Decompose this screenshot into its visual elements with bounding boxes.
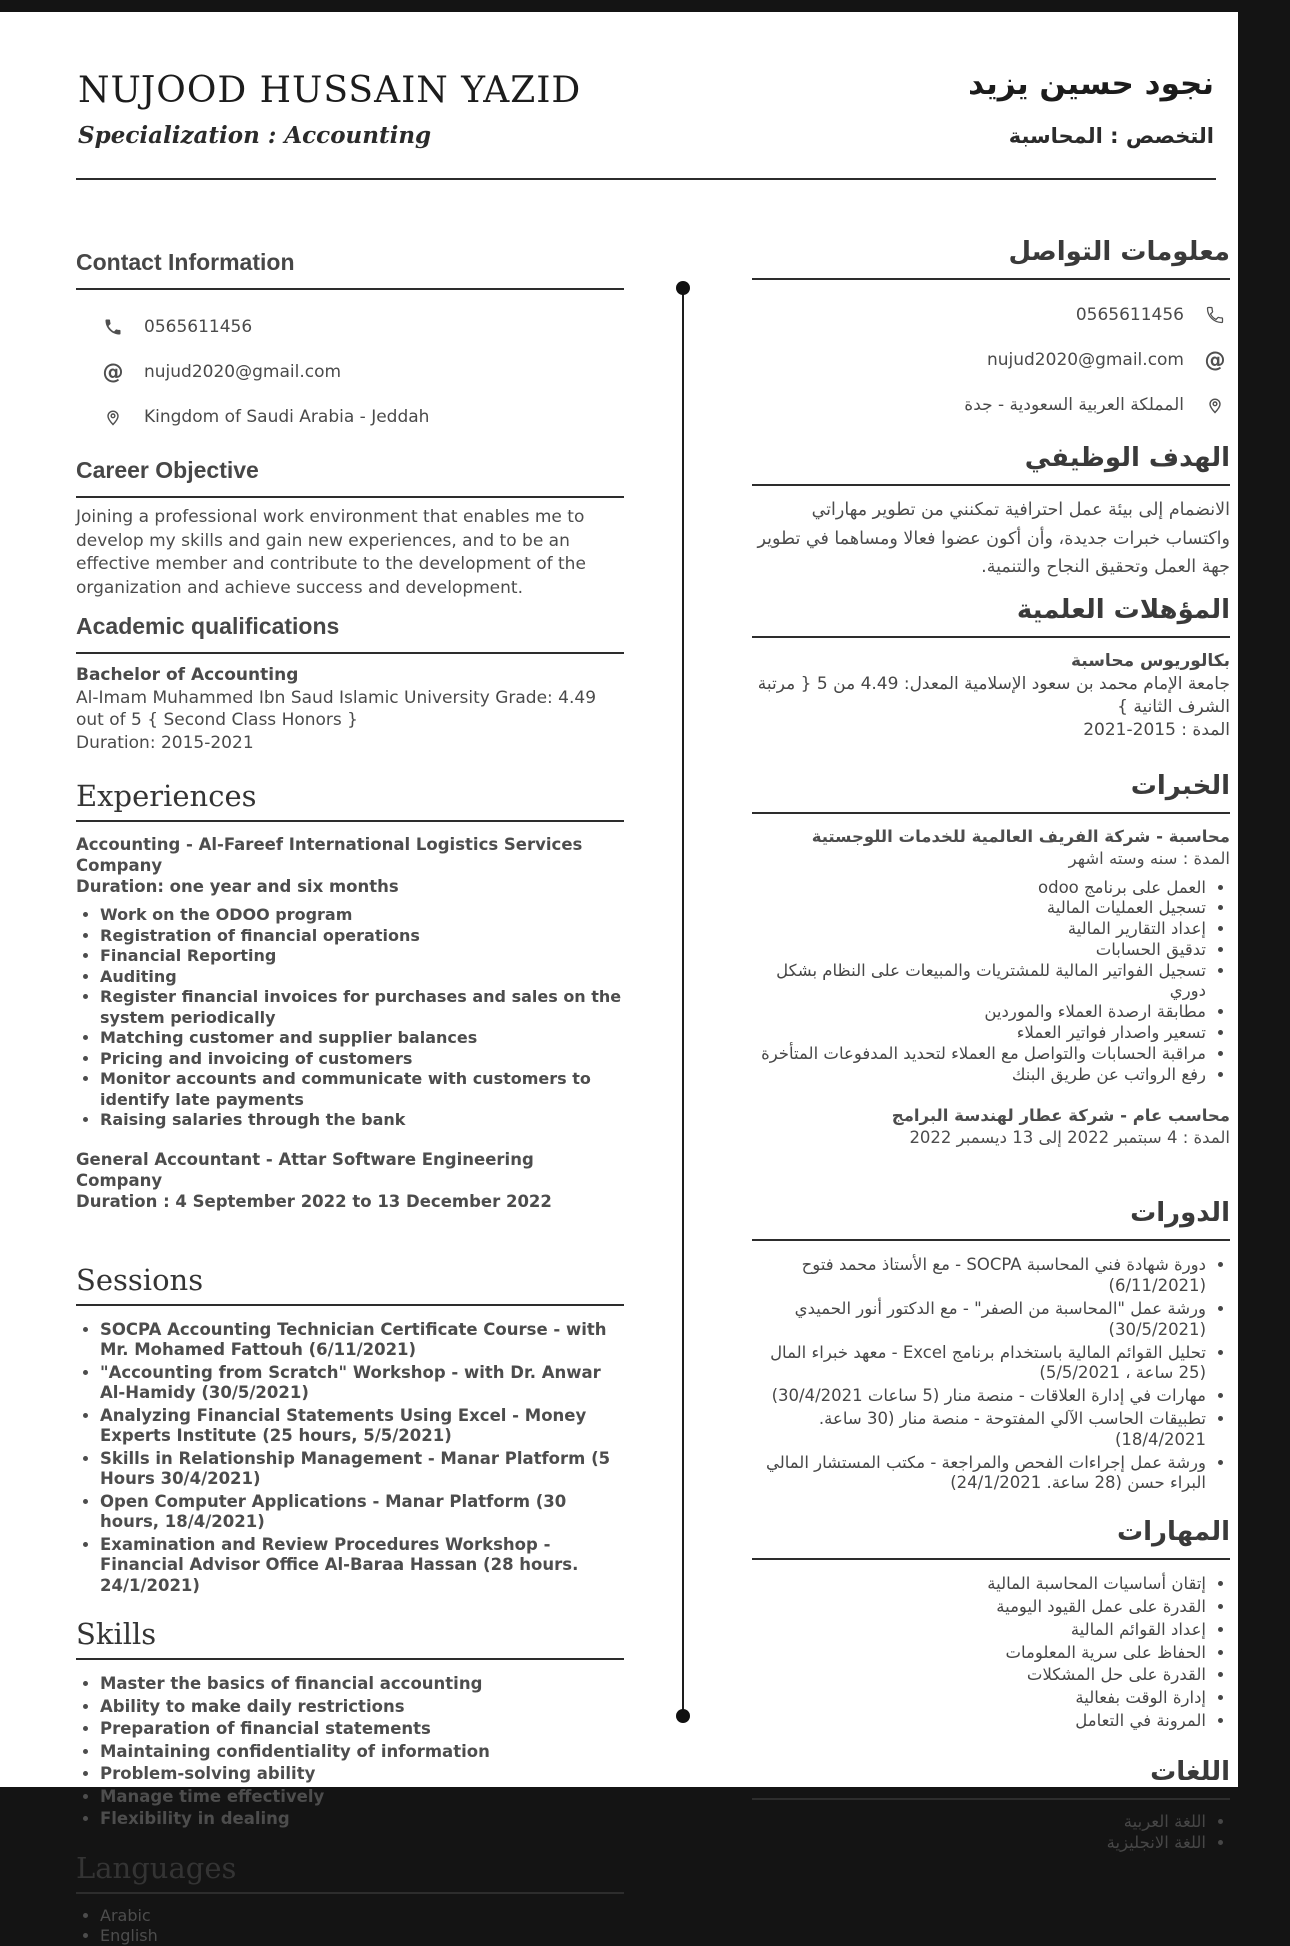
list-item: • Maintaining confidentiality of information bbox=[100, 1742, 624, 1763]
section-skills-ar bbox=[752, 1516, 1230, 1732]
section-experiences-en bbox=[76, 780, 624, 1212]
list-item: • رفع الرواتب عن طريق البنك bbox=[752, 1065, 1206, 1086]
list-item: • Register financial invoices for purchases and sales on the system periodically bbox=[100, 987, 624, 1028]
list-item: • إعداد القوائم المالية bbox=[752, 1620, 1206, 1641]
list-item: • الحفاظ على سرية المعلومات bbox=[752, 1643, 1206, 1664]
list-item: • تسجيل الفواتير المالية للمشتريات والمبيعات على النظام بشكل دوري bbox=[752, 961, 1206, 1003]
location-value: المملكة العربية السعودية - جدة bbox=[964, 395, 1184, 415]
languages-list bbox=[752, 1812, 1230, 1854]
section-courses-ar bbox=[752, 1197, 1230, 1494]
phone-icon bbox=[1204, 304, 1226, 326]
list-item: • القدرة على عمل القيود اليومية bbox=[752, 1597, 1206, 1618]
list-item: • إعداد التقارير المالية bbox=[752, 919, 1206, 940]
objective-text: الانضمام إلى بيئة عمل احترافية تمكنني من تطوير مهاراتي واكتساب خبرات جديدة، وأن أكون عضوا فعالا ومساهما في تطوير جهة العمل وتحقيق النجاح والتنمية. bbox=[757, 500, 1230, 577]
list-item: • Examination and Review Procedures Workshop - Financial Advisor Office Al-Baraa Hassan (28 hours. 24/1/2021) bbox=[100, 1535, 624, 1597]
sessions-title: Sessions bbox=[76, 1264, 624, 1306]
specialization-arabic: التخصص : المحاسبة bbox=[1008, 124, 1214, 148]
section-languages-ar bbox=[752, 1756, 1230, 1854]
list-item: • Analyzing Financial Statements Using Excel - Money Experts Institute (25 hours, 5/5/2021) bbox=[100, 1406, 624, 1447]
list-item: • Preparation of financial statements bbox=[100, 1719, 624, 1740]
skills-title: Skills bbox=[76, 1618, 624, 1660]
languages-list bbox=[76, 1906, 624, 1946]
skills-list bbox=[752, 1574, 1230, 1732]
languages-title: Languages bbox=[76, 1852, 624, 1894]
at-icon: @ bbox=[102, 360, 124, 384]
phone-row bbox=[102, 314, 624, 340]
academic-title: المؤهلات العلمية bbox=[752, 594, 1230, 638]
list-item: • Financial Reporting bbox=[100, 946, 624, 967]
list-item: • Flexibility in dealing bbox=[100, 1809, 624, 1830]
job-role: General Accountant - Attar Software Engineering Company bbox=[76, 1149, 534, 1190]
email-row bbox=[752, 347, 1226, 373]
contact-title: Contact Information bbox=[76, 248, 624, 290]
list-item: • القدرة على حل المشكلات bbox=[752, 1665, 1206, 1686]
list-item: • Matching customer and supplier balances bbox=[100, 1028, 624, 1049]
objective-title: Career Objective bbox=[76, 456, 624, 498]
list-item: • اللغة العربية bbox=[752, 1812, 1206, 1833]
job-task-list bbox=[752, 878, 1230, 1086]
experiences-title: الخبرات bbox=[752, 770, 1230, 814]
section-objective-ar bbox=[752, 442, 1230, 582]
university: جامعة الإمام محمد بن سعود الإسلامية المعدل: 4.49 من 5 { مرتبة الشرف الثانية } bbox=[757, 673, 1230, 717]
objective-title: الهدف الوظيفي bbox=[752, 442, 1230, 486]
email-value: nujud2020@gmail.com bbox=[986, 350, 1184, 370]
degree: بكالوريوس محاسبة bbox=[1070, 650, 1230, 671]
languages-title: اللغات bbox=[752, 1756, 1230, 1800]
experiences-title: Experiences bbox=[76, 780, 624, 822]
english-column bbox=[76, 248, 624, 1946]
contact-rows bbox=[76, 314, 624, 430]
objective-text: Joining a professional work environment that enables me to develop my skills and gain new experiences, and to be an effective member and contribute to the development of the organization and achieve success and development. bbox=[76, 507, 586, 598]
section-academic-en bbox=[76, 612, 624, 754]
list-item: • Skills in Relationship Management - Manar Platform (5 Hours 30/4/2021) bbox=[100, 1449, 624, 1490]
list-item: • مراقبة الحسابات والتواصل مع العملاء لتحديد المدفوعات المتأخرة bbox=[752, 1044, 1206, 1065]
academic-details bbox=[76, 664, 624, 754]
section-experiences-ar bbox=[752, 770, 1230, 1150]
arabic-column bbox=[752, 236, 1230, 1853]
list-item: • دورة شهادة فني المحاسبة SOCPA - مع الأستاذ محمد فتوح (6/11/2021) bbox=[752, 1255, 1206, 1297]
name-english: NUJOOD HUSSAIN YAZID bbox=[78, 70, 582, 111]
list-item: • Work on the ODOO program bbox=[100, 905, 624, 926]
job-duration: المدة : سنه وسته اشهر bbox=[1068, 848, 1230, 868]
list-item: • تدقيق الحسابات bbox=[752, 940, 1206, 961]
job-entry bbox=[752, 826, 1230, 1086]
list-item: • Raising salaries through the bank bbox=[100, 1110, 624, 1131]
list-item: • Problem-solving ability bbox=[100, 1764, 624, 1785]
location-row bbox=[102, 404, 624, 430]
job-duration: Duration : 4 September 2022 to 13 December 2022 bbox=[76, 1191, 552, 1211]
contact-title: معلومات التواصل bbox=[752, 236, 1230, 280]
list-item: • ورشة عمل إجراءات الفحص والمراجعة - مكتب المستشار المالي البراء حسن (28 ساعة. 24/1/2021) bbox=[752, 1453, 1206, 1495]
list-item: • تسجيل العمليات المالية bbox=[752, 898, 1206, 919]
skills-title: المهارات bbox=[752, 1516, 1230, 1560]
section-academic-ar bbox=[752, 594, 1230, 742]
academic-details bbox=[752, 650, 1230, 742]
list-item: • ورشة عمل "المحاسبة من الصفر" - مع الدكتور أنور الحميدي (30/5/2021) bbox=[752, 1299, 1206, 1341]
job-entry bbox=[76, 1149, 624, 1212]
university: Al-Imam Muhammed Ibn Saud Islamic University Grade: 4.49 out of 5 { Second Class Honors } bbox=[76, 687, 597, 730]
job-entry bbox=[752, 1105, 1230, 1149]
list-item: • تسعير واصدار فواتير العملاء bbox=[752, 1023, 1206, 1044]
degree: Bachelor of Accounting bbox=[76, 665, 299, 685]
section-sessions-en bbox=[76, 1264, 624, 1597]
list-item: • تطبيقات الحاسب الآلي المفتوحة - منصة منار (30 ساعة. 18/4/2021) bbox=[752, 1409, 1206, 1451]
list-item: • Ability to make daily restrictions bbox=[100, 1697, 624, 1718]
list-item: • إتقان أساسيات المحاسبة المالية bbox=[752, 1574, 1206, 1595]
phone-row bbox=[752, 302, 1226, 328]
name-arabic: نجود حسين يزيد bbox=[968, 66, 1214, 102]
study-duration: Duration: 2015-2021 bbox=[76, 732, 254, 753]
list-item: • Arabic bbox=[100, 1906, 624, 1926]
location-row bbox=[752, 392, 1226, 418]
list-item: • SOCPA Accounting Technician Certificate Course - with Mr. Mohamed Fattouh (6/11/2021) bbox=[100, 1320, 624, 1361]
study-duration: المدة : 2015-2021 bbox=[1083, 719, 1230, 740]
list-item: • العمل على برنامج odoo bbox=[752, 878, 1206, 899]
list-item: • Monitor accounts and communicate with customers to identify late payments bbox=[100, 1069, 624, 1110]
job-role: محاسبة - شركة الفريف العالمية للخدمات اللوجستية bbox=[811, 826, 1230, 846]
list-item: • Registration of financial operations bbox=[100, 926, 624, 947]
pin-icon bbox=[1204, 394, 1226, 416]
specialization-english: Specialization : Accounting bbox=[78, 122, 432, 149]
contact-rows bbox=[752, 302, 1230, 418]
academic-title: Academic qualifications bbox=[76, 612, 624, 654]
section-languages-en bbox=[76, 1852, 624, 1946]
job-duration: المدة : 4 سبتمبر 2022 إلى 13 ديسمبر 2022 bbox=[909, 1128, 1230, 1148]
list-item: • Pricing and invoicing of customers bbox=[100, 1049, 624, 1070]
job-role: Accounting - Al-Fareef International Logistics Services Company bbox=[76, 835, 583, 875]
at-icon: @ bbox=[1204, 348, 1226, 372]
email-value: nujud2020@gmail.com bbox=[144, 362, 342, 382]
section-contact-ar bbox=[752, 236, 1230, 418]
phone-value: 0565611456 bbox=[1075, 305, 1184, 325]
phone-icon bbox=[102, 316, 124, 338]
job-task-list bbox=[76, 905, 624, 1131]
section-objective-en bbox=[76, 456, 624, 600]
list-item: • مهارات في إدارة العلاقات - منصة منار (5 ساعات 30/4/2021) bbox=[752, 1386, 1206, 1407]
job-entry bbox=[76, 834, 624, 1131]
job-role: محاسب عام - شركة عطار لهندسة البرامج bbox=[891, 1106, 1230, 1126]
skills-list bbox=[76, 1674, 624, 1830]
list-item: • English bbox=[100, 1926, 624, 1946]
courses-title: الدورات bbox=[752, 1197, 1230, 1241]
section-skills-en bbox=[76, 1618, 624, 1830]
list-item: • اللغة الانجليزية bbox=[752, 1833, 1206, 1854]
sessions-list bbox=[76, 1320, 624, 1597]
list-item: • إدارة الوقت بفعالية bbox=[752, 1688, 1206, 1709]
list-item: • Master the basics of financial accounting bbox=[100, 1674, 624, 1695]
list-item: • مطابقة ارصدة العملاء والموردين bbox=[752, 1002, 1206, 1023]
column-divider bbox=[682, 288, 684, 1716]
phone-value: 0565611456 bbox=[144, 317, 253, 337]
list-item: • Auditing bbox=[100, 967, 624, 988]
pin-icon bbox=[102, 406, 124, 428]
list-item: • "Accounting from Scratch" Workshop - with Dr. Anwar Al-Hamidy (30/5/2021) bbox=[100, 1363, 624, 1404]
resume-sheet bbox=[0, 12, 1238, 1945]
list-item: • تحليل القوائم المالية باستخدام برنامج Excel - معهد خبراء المال (25 ساعة ، 5/5/2021) bbox=[752, 1343, 1206, 1385]
location-value: Kingdom of Saudi Arabia - Jeddah bbox=[144, 407, 430, 427]
section-contact-en bbox=[76, 248, 624, 430]
list-item: • المرونة في التعامل bbox=[752, 1711, 1206, 1732]
list-item: • Manage time effectively bbox=[100, 1787, 624, 1808]
courses-list bbox=[752, 1255, 1230, 1494]
header-divider bbox=[76, 178, 1216, 180]
job-duration: Duration: one year and six months bbox=[76, 877, 399, 896]
list-item: • Open Computer Applications - Manar Platform (30 hours, 18/4/2021) bbox=[100, 1492, 624, 1533]
email-row bbox=[102, 359, 624, 385]
